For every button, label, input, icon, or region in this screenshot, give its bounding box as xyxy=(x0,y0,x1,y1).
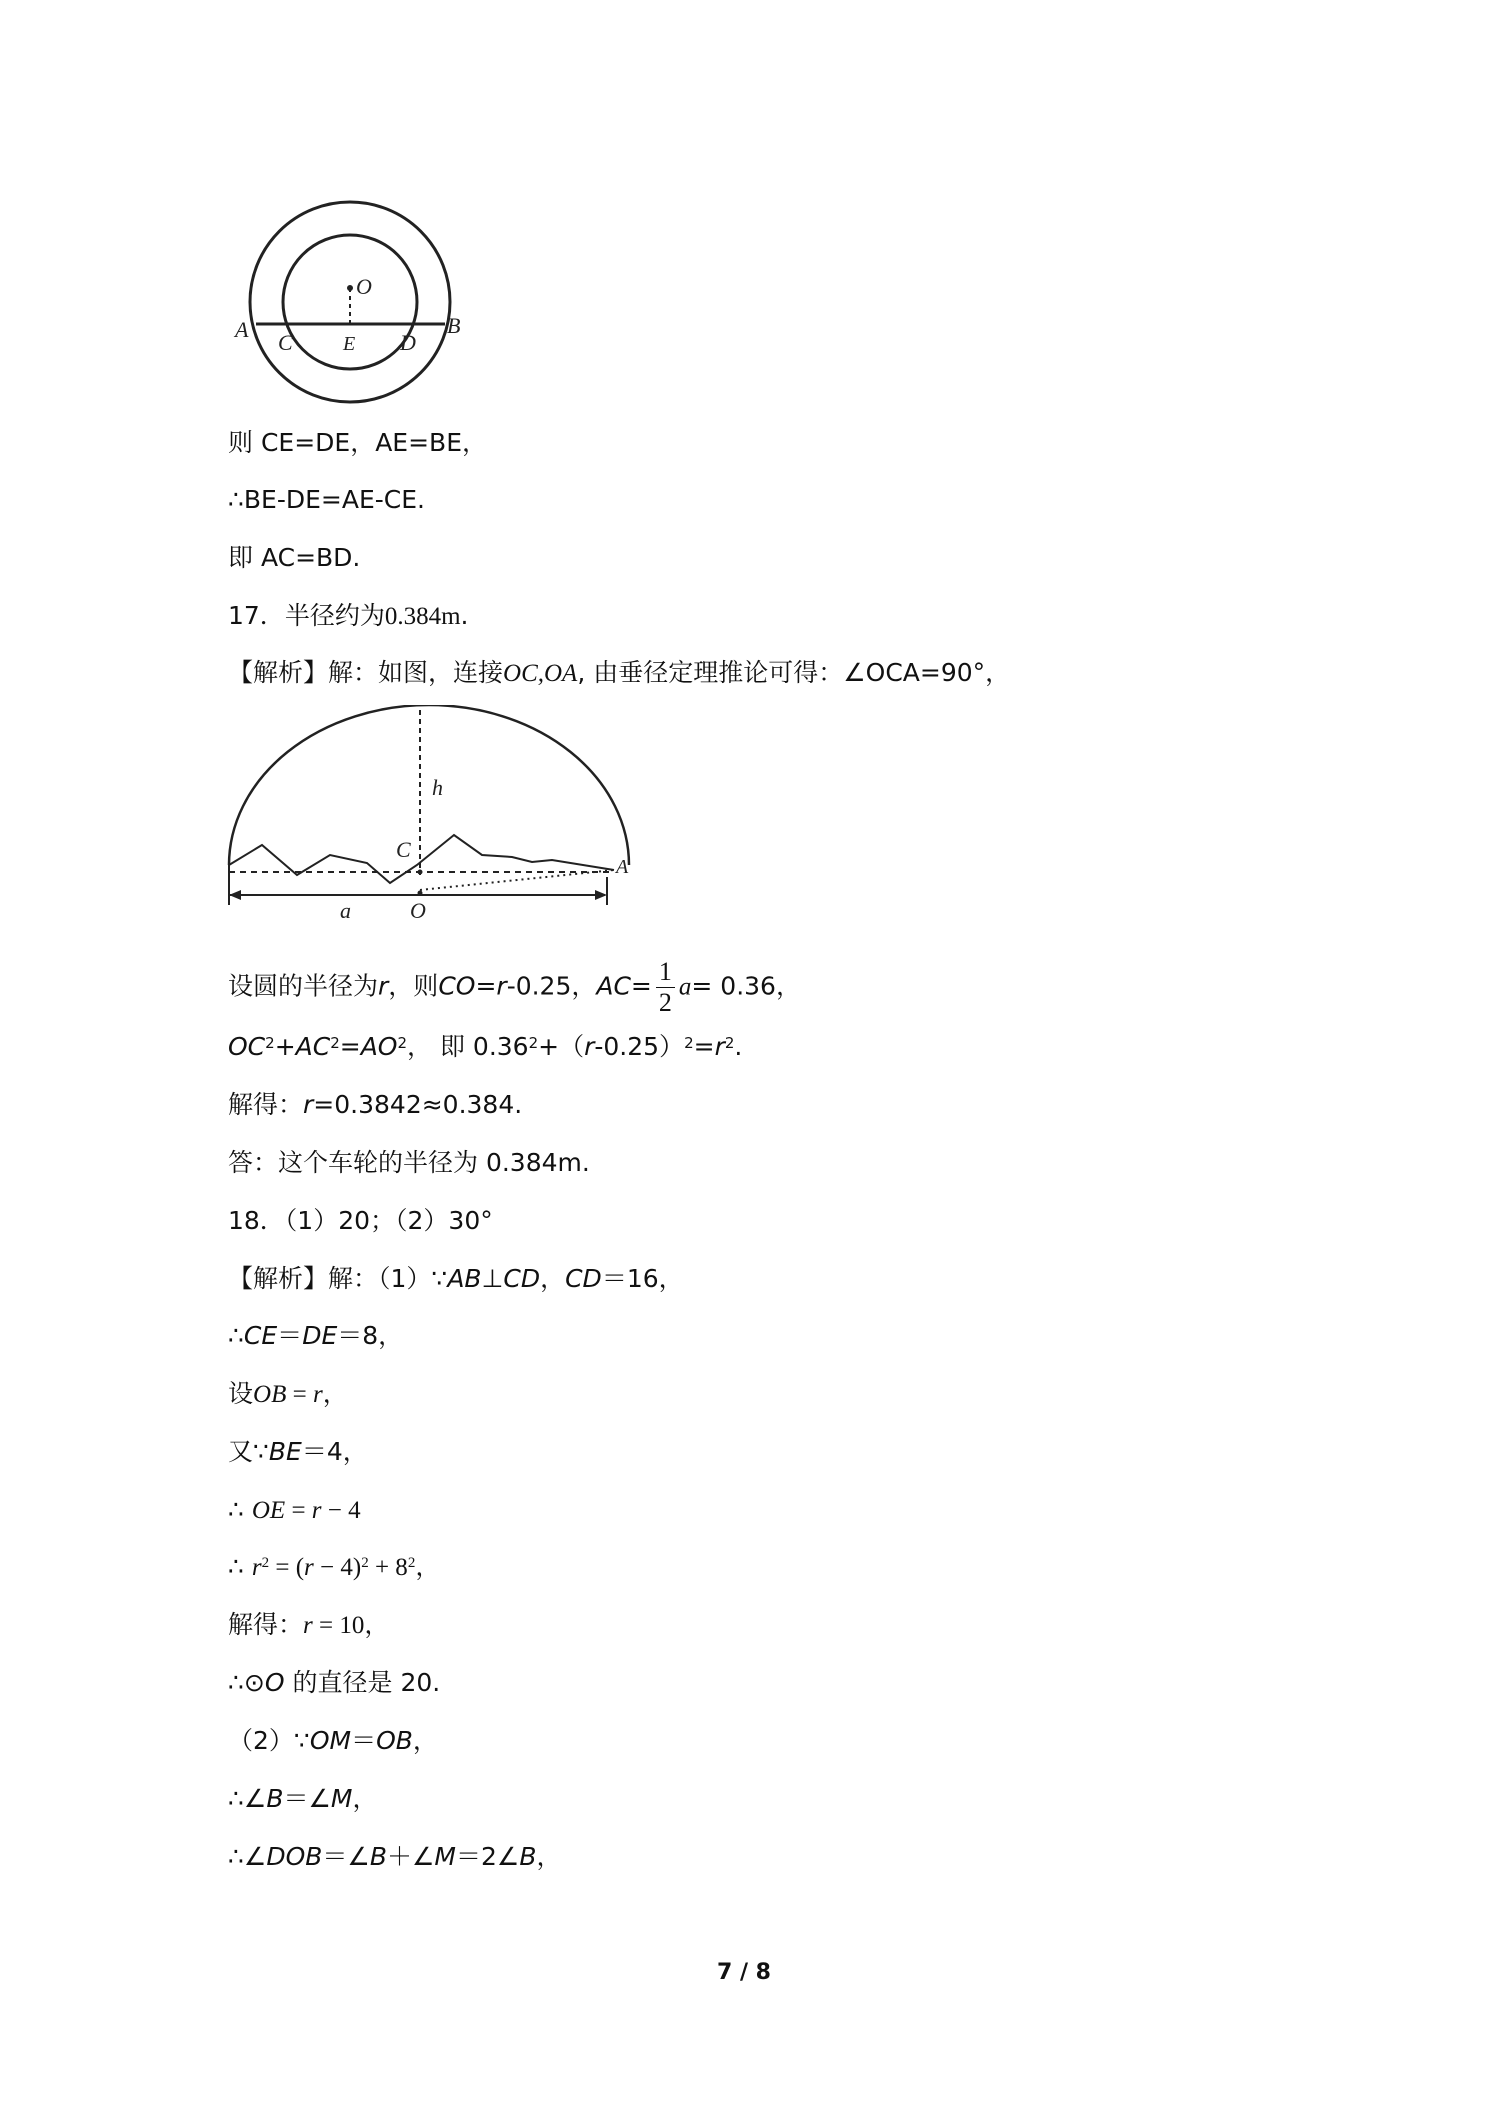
problem-17-conclusion: 答：这个车轮的半径为 0.384m. xyxy=(228,1148,590,1177)
problem-18-step-1: ∴CE＝DE＝8， xyxy=(228,1321,404,1350)
label-d: D xyxy=(400,330,416,355)
analysis-tail: 由垂径定理推论可得：∠OCA=90°， xyxy=(593,658,1011,687)
label-a-length: a xyxy=(340,898,351,923)
problem-18-analysis: 【解析】解：（1）∵AB⊥CD，CD＝16， xyxy=(228,1264,684,1293)
page-number: 7 / 8 xyxy=(717,1960,771,1985)
text-line-2: ∴BE-DE=AE-CE. xyxy=(228,485,425,514)
label-h: h xyxy=(432,775,443,800)
semicircle-arc xyxy=(229,705,629,865)
wheel-arc-figure xyxy=(222,705,632,930)
text-line-1: 则 CE=DE，AE=BE， xyxy=(228,428,487,457)
analysis-vars: OC,OA xyxy=(503,660,578,687)
label-o: O xyxy=(410,898,426,923)
label-c: C xyxy=(396,837,411,862)
problem-18-step-9: ∴∠DOB＝∠B＋∠M＝2∠B， xyxy=(228,1842,562,1871)
problem-18-step-4: ∴ OE = r − 4 xyxy=(228,1495,361,1524)
problem-18-answer: 18．（1）20；（2）30° xyxy=(228,1206,493,1235)
problem-18-step-8: ∴∠B＝∠M， xyxy=(228,1784,378,1813)
label-c: C xyxy=(278,330,293,355)
problem-17-pythagoras: $OC^2+AC^2=AO^2$， 即 $0.36^2+(r-0.25)^2=r^2$. xyxy=(228,1032,743,1061)
answer-text: 半径约为 xyxy=(284,601,385,630)
analysis-head: 【解析】解：如图，连接 xyxy=(228,658,504,687)
problem-17-solve: 解得：r=0.3842≈0.384. xyxy=(228,1090,523,1119)
problem-number: 17． xyxy=(228,601,285,630)
label-a: A xyxy=(235,317,249,342)
problem-17-answer xyxy=(228,600,468,633)
label-e: E xyxy=(343,333,356,355)
problem-18-step-7: ∴⊙O 的直径是 20. xyxy=(228,1668,441,1697)
arrowhead-left xyxy=(229,890,241,900)
text-line-3: 即 AC=BD. xyxy=(228,543,361,572)
problem-18-step-3: 又∵BE＝4， xyxy=(228,1437,368,1466)
label-a-point: A xyxy=(616,856,629,878)
point-c xyxy=(418,870,423,875)
answer-value: 0.384m xyxy=(384,603,461,630)
label-b: B xyxy=(447,313,461,338)
ground-profile xyxy=(229,835,614,883)
fraction-one-half: $\frac{1}{2}$ xyxy=(656,957,675,1018)
label-o: O xyxy=(356,274,372,299)
outer-circle xyxy=(250,202,450,402)
concentric-circles-figure xyxy=(225,200,485,405)
problem-17-analysis: 【解析】解：如图，连接OC,OA, 由垂径定理推论可得：∠OCA=90°， xyxy=(228,658,1011,687)
problem-17-radius-setup: 设圆的半径为r，则CO=r-0.25，AC= $\frac{1}{2}$ a= 0.36， xyxy=(228,957,801,1017)
arrowhead-right xyxy=(595,890,607,900)
problem-18-part-2: （2）∵OM＝OB， xyxy=(228,1726,438,1755)
answer-tail: . xyxy=(460,601,469,630)
problem-18-step-5: ∴ $r^2 = (r - 4)^2 + 8^2$， xyxy=(228,1552,441,1581)
center-point xyxy=(347,285,353,291)
problem-18-step-6: 解得：r = 10， xyxy=(228,1610,390,1639)
problem-18-step-2: 设OB = r， xyxy=(228,1379,348,1408)
